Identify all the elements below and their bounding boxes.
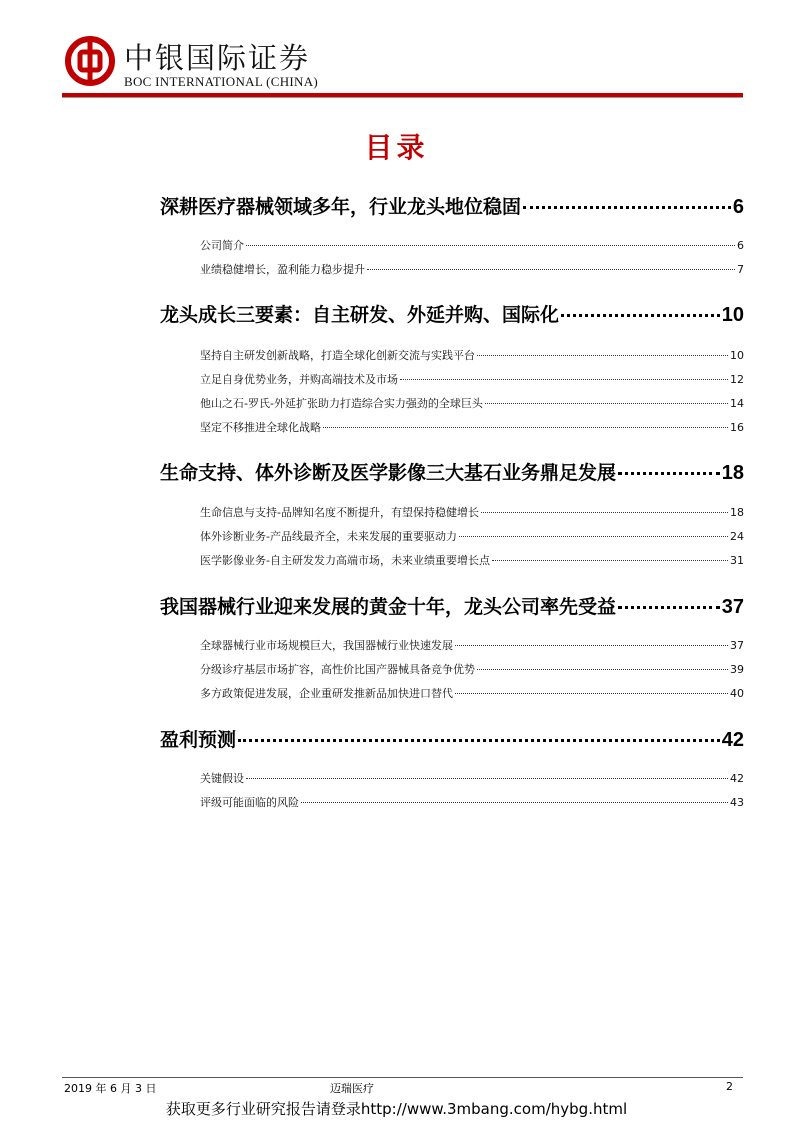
toc-item-title: 他山之石-罗氏-外延扩张助力打造综合实力强劲的全球巨头 xyxy=(200,397,483,410)
toc-item-title: 立足自身优势业务，并购高端技术及市场 xyxy=(200,373,398,386)
page-number: 2 xyxy=(726,1080,733,1093)
toc-item[interactable] xyxy=(200,504,744,520)
logo-chinese-name: 中银国际证券 xyxy=(124,41,311,75)
toc-section-page: 10 xyxy=(721,304,744,326)
toc-item-page: 24 xyxy=(730,530,744,543)
toc-item-title: 坚定不移推进全球化战略 xyxy=(200,421,321,434)
toc-section-1[interactable] xyxy=(160,192,744,219)
toc-section-page: 18 xyxy=(721,462,744,484)
toc-title: 目录 xyxy=(364,131,429,164)
dot-leader xyxy=(618,606,720,609)
download-banner-link[interactable]: 获取更多行业研究报告请登录http://www.3mbang.com/hybg.html xyxy=(165,1100,628,1118)
toc-item-page: 40 xyxy=(730,687,744,700)
boc-logo-icon xyxy=(65,36,115,86)
toc-section-title: 盈利预测 xyxy=(160,729,237,751)
toc-item-title: 关键假设 xyxy=(200,772,244,785)
dot-leader xyxy=(323,427,728,428)
toc-item-page: 18 xyxy=(730,506,744,519)
toc-item-page: 10 xyxy=(730,349,744,362)
toc-item[interactable] xyxy=(200,528,744,544)
dot-leader xyxy=(492,560,728,561)
toc-item[interactable] xyxy=(200,794,744,810)
toc-item-page: 31 xyxy=(730,554,744,567)
toc-section-page: 37 xyxy=(721,596,744,618)
toc-item-title: 坚持自主研发创新战略，打造全球化创新交流与实践平台 xyxy=(200,349,475,362)
toc-item-page: 6 xyxy=(737,239,744,252)
dot-leader xyxy=(455,693,728,694)
dot-leader xyxy=(246,245,735,246)
dot-leader xyxy=(485,403,728,404)
logo-english-name: BOC INTERNATIONAL (CHINA) xyxy=(124,74,319,89)
toc-item-title: 生命信息与支持-品牌知名度不断提升，有望保持稳健增长 xyxy=(200,506,479,519)
toc-item[interactable] xyxy=(200,261,744,277)
dot-leader xyxy=(477,669,728,670)
toc-item-page: 12 xyxy=(730,373,744,386)
header-grey-rule xyxy=(62,97,743,98)
toc-item[interactable] xyxy=(200,237,744,253)
toc-item-title: 分级诊疗基层市场扩容，高性价比国产器械具备竞争优势 xyxy=(200,663,475,676)
dot-leader xyxy=(246,778,728,779)
dot-leader xyxy=(477,355,728,356)
toc-item[interactable] xyxy=(200,347,744,363)
toc-section-2[interactable] xyxy=(160,300,744,327)
toc-item-title: 评级可能面临的风险 xyxy=(200,796,299,809)
dot-leader xyxy=(455,645,728,646)
toc-item[interactable] xyxy=(200,552,744,568)
toc-item-title: 医学影像业务-自主研发发力高端市场，未来业绩重要增长点 xyxy=(200,554,490,567)
toc-section-5[interactable] xyxy=(160,725,744,752)
dot-leader xyxy=(561,314,720,317)
toc-item-title: 公司简介 xyxy=(200,239,244,252)
toc-section-3[interactable] xyxy=(160,458,744,485)
footer-rule xyxy=(62,1077,743,1078)
company-name: 迈瑞医疗 xyxy=(330,1082,374,1095)
toc-item-title: 多方政策促进发展，企业重研发推新品加快进口替代 xyxy=(200,687,453,700)
toc-item-title: 体外诊断业务-产品线最齐全，未来发展的重要驱动力 xyxy=(200,530,457,543)
report-date: 2019 年 6 月 3 日 xyxy=(64,1082,157,1095)
toc-section-page: 42 xyxy=(721,729,744,751)
toc-item-title: 业绩稳健增长，盈利能力稳步提升 xyxy=(200,263,365,276)
toc-item[interactable] xyxy=(200,371,744,387)
toc-item-title: 全球器械行业市场规模巨大，我国器械行业快速发展 xyxy=(200,639,453,652)
toc-item[interactable] xyxy=(200,770,744,786)
dot-leader xyxy=(400,379,728,380)
toc-section-title: 深耕医疗器械领域多年，行业龙头地位稳固 xyxy=(160,196,522,218)
toc-item[interactable] xyxy=(200,637,744,653)
toc-item-page: 39 xyxy=(730,663,744,676)
toc-section-4[interactable] xyxy=(160,592,744,619)
dot-leader xyxy=(459,536,728,537)
toc-item-page: 43 xyxy=(730,796,744,809)
toc-item[interactable] xyxy=(200,661,744,677)
dot-leader xyxy=(481,512,728,513)
toc-item-page: 37 xyxy=(730,639,744,652)
toc-item-page: 42 xyxy=(730,772,744,785)
dot-leader xyxy=(523,206,731,209)
toc-item-page: 14 xyxy=(730,397,744,410)
toc-item[interactable] xyxy=(200,419,744,435)
toc-section-title: 生命支持、体外诊断及医学影像三大基石业务鼎足发展 xyxy=(160,462,617,484)
toc-item-page: 7 xyxy=(737,263,744,276)
dot-leader xyxy=(238,739,720,742)
toc-section-title: 我国器械行业迎来发展的黄金十年，龙头公司率先受益 xyxy=(160,596,617,618)
toc-item[interactable] xyxy=(200,395,744,411)
toc-item[interactable] xyxy=(200,685,744,701)
toc-section-page: 6 xyxy=(732,196,744,218)
dot-leader xyxy=(618,472,720,475)
dot-leader xyxy=(367,269,735,270)
toc-section-title: 龙头成长三要素：自主研发、外延并购、国际化 xyxy=(160,304,560,326)
page-header xyxy=(62,30,743,100)
toc-item-page: 16 xyxy=(730,421,744,434)
dot-leader xyxy=(301,802,728,803)
